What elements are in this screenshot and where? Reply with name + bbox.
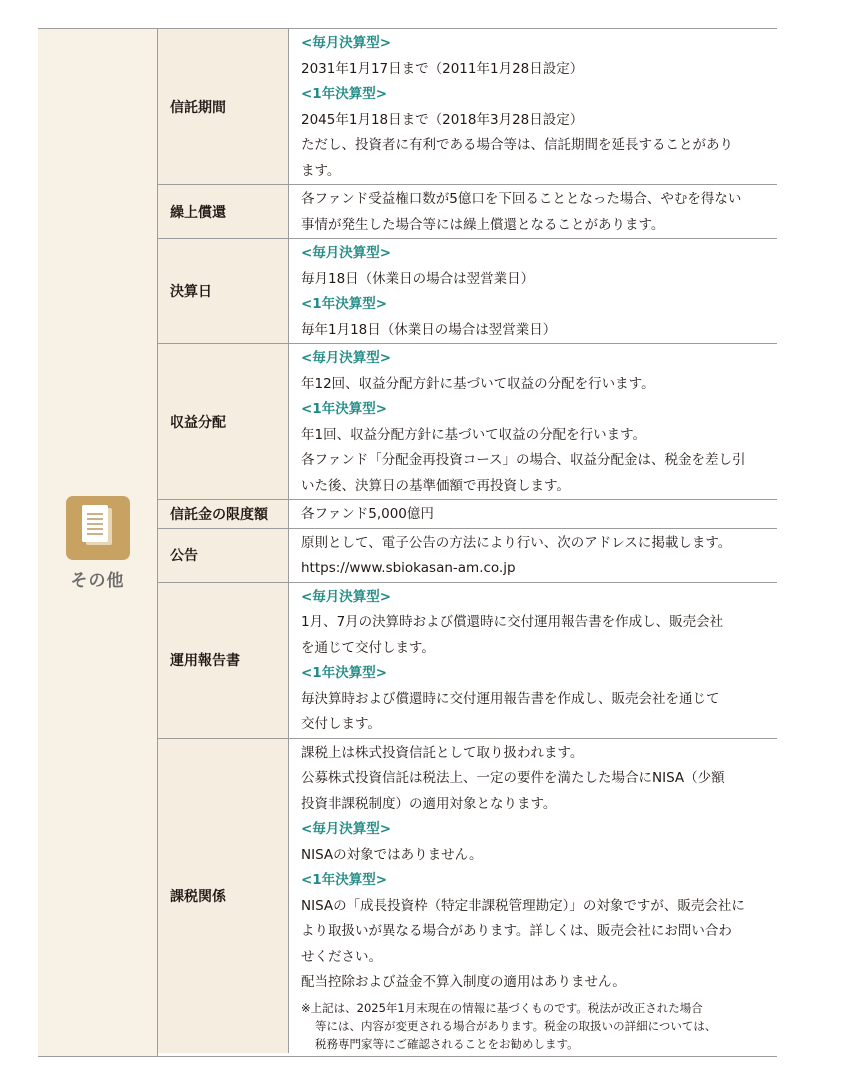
fund-type-heading: <1年決算型>	[301, 401, 388, 417]
row-value	[289, 739, 777, 1053]
value-line: 毎決算時および償還時に交付運用報告書を作成し、販売会社を通じて	[301, 690, 720, 707]
value-line: より取扱いが異なる場合があります。詳しくは、販売会社にお問い合わ	[301, 923, 732, 939]
row-label: 公告	[158, 529, 289, 582]
row-value	[289, 529, 777, 582]
value-line: NISAの対象ではありません。	[301, 846, 483, 863]
value-line: 年1回、収益分配方針に基づいて収益の分配を行います。	[301, 426, 647, 443]
section-label: その他	[70, 571, 125, 591]
value-line: 課税上は株式投資信託として取り扱われます。	[301, 744, 584, 761]
row-label: 収益分配	[158, 344, 289, 499]
table-row	[158, 529, 777, 583]
value-line: 毎月18日（休業日の場合は翌営業日）	[301, 270, 535, 287]
table-row	[158, 344, 777, 500]
value-line: 1月、7月の決算時および償還時に交付運用報告書を作成し、販売会社	[301, 614, 724, 630]
value-line: 毎年1月18日（休業日の場合は翌営業日）	[301, 321, 557, 338]
value-line: を通じて交付します。	[301, 639, 435, 656]
fund-type-heading: <1年決算型>	[301, 872, 388, 888]
footnote-line: 等には、内容が変更される場合があります。税金の取扱いの詳細については、	[315, 1018, 717, 1033]
document-icon	[66, 496, 130, 560]
footnote-line: 税務専門家等にご確認されることをお勧めします。	[315, 1036, 579, 1051]
value-line: 2045年1月18日まで（2018年3月28日設定）	[301, 111, 584, 128]
table-row	[158, 739, 777, 1053]
value-line: 公募株式投資信託は税法上、一定の要件を満たした場合にNISA（少額	[301, 770, 725, 786]
value-line: ます。	[301, 162, 341, 179]
fund-type-heading: <1年決算型>	[301, 665, 388, 681]
table-row	[158, 185, 777, 239]
fund-type-heading: <毎月決算型>	[301, 35, 392, 51]
value-line: ただし、投資者に有利である場合等は、信託期間を延長することがあり	[301, 137, 733, 153]
row-value	[289, 29, 777, 184]
value-line: https://www.sbiokasan-am.co.jp	[301, 560, 516, 576]
value-line: 年12回、収益分配方針に基づいて収益の分配を行います。	[301, 375, 655, 392]
footnote-line: ※上記は、2025年1月末現在の情報に基づくものです。税法が改正された場合	[301, 1000, 703, 1015]
table-row	[158, 583, 777, 739]
value-line: 各ファンド5,000億円	[301, 506, 434, 522]
table-row	[158, 500, 777, 529]
row-label: 運用報告書	[158, 583, 289, 738]
row-label: 繰上償還	[158, 185, 289, 238]
value-line: NISAの「成長投資枠（特定非課税管理勘定）」の対象ですが、販売会社に	[301, 897, 745, 914]
fund-type-heading: <毎月決算型>	[301, 588, 392, 605]
value-line: 2031年1月17日まで（2011年1月28日設定）	[301, 60, 584, 77]
value-line: 交付します。	[301, 716, 381, 732]
fund-type-heading: <1年決算型>	[301, 86, 388, 102]
row-value	[289, 239, 777, 343]
value-line: いた後、決算日の基準価額で再投資します。	[301, 477, 570, 494]
value-line: 事情が発生した場合等には繰上償還となることがあります。	[301, 216, 665, 233]
row-label: 課税関係	[158, 739, 289, 1053]
fund-type-heading: <毎月決算型>	[301, 821, 392, 837]
row-value	[289, 500, 777, 528]
row-value	[289, 344, 777, 499]
row-value	[289, 583, 777, 738]
fund-type-heading: <毎月決算型>	[301, 245, 392, 261]
other-info-table	[38, 28, 777, 1057]
value-line: 投資非課税制度）の適用対象となります。	[301, 795, 557, 812]
value-line: 原則として、電子公告の方法により行い、次のアドレスに掲載します。	[301, 534, 732, 551]
value-line: 各ファンド受益権口数が5億口を下回ることとなった場合、やむを得ない	[301, 191, 742, 207]
value-line: 配当控除および益金不算入制度の適用はありません。	[301, 974, 626, 990]
row-label: 信託金の限度額	[158, 500, 289, 528]
row-label: 信託期間	[158, 29, 289, 184]
table-row	[158, 239, 777, 344]
section-sidebar	[38, 29, 158, 1056]
value-line: せください。	[301, 948, 382, 965]
row-label: 決算日	[158, 239, 289, 343]
fund-type-heading: <毎月決算型>	[301, 350, 392, 366]
row-value	[289, 185, 777, 238]
footnote	[301, 999, 767, 1053]
fund-type-heading: <1年決算型>	[301, 296, 388, 312]
value-line: 各ファンド「分配金再投資コース」の場合、収益分配金は、税金を差し引	[301, 452, 746, 468]
info-grid	[158, 29, 777, 1053]
table-row	[158, 29, 777, 185]
